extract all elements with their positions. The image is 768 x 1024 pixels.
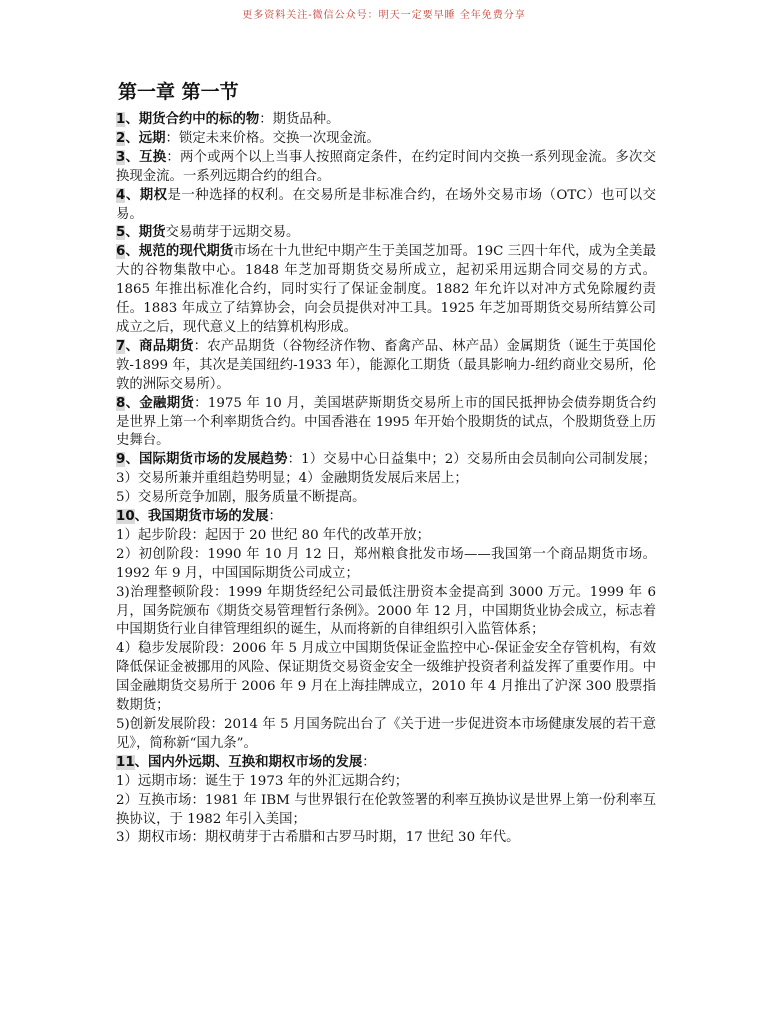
paragraph: [116, 489, 656, 508]
item-text: ：: [362, 754, 376, 770]
paragraph: [116, 111, 656, 130]
item-term: 、期货: [125, 225, 166, 241]
item-text: ：农产品期货（谷物经济作物、畜禽产品、林产品）金属期货（诞生于英国伦敦-1899 年，其次是美国纽约-1933 年），能源化工期货（最具影响力-纽约商业交易所，伦敦的洲际交易所）。: [116, 338, 657, 392]
body-text: [116, 111, 656, 848]
item-term: 、国内外远期、互换和期权市场的发展: [134, 754, 363, 770]
item-text: 市场在十九世纪中期产生于美国芝加哥。19C 三四十年代，成为全美最大的谷物集散中心。1848 年芝加哥期货交易所成立，起初采用远期合同交易的方式。1865 年推出标准化合约，同时实行了保证金制度。1882 年允许以对冲方式免除履约责任。1883 年成立了结算协会，向会员提供对冲工具。1925 年芝加哥期货交易所结算公司成立之后，现代意义上的结算机构形成。: [116, 244, 656, 335]
item-text: 交易萌芽于远期交易。: [165, 225, 300, 241]
item-number: 1: [116, 112, 126, 127]
item-text: 1）起步阶段：起因于 20 世纪 80 年代的改革开放；: [116, 527, 431, 543]
paragraph: [116, 338, 656, 395]
paragraph: [116, 640, 656, 716]
paragraph: [116, 395, 656, 452]
item-term: 、互换: [125, 149, 167, 165]
item-number: 7: [116, 338, 126, 354]
item-text: 1）远期市场：诞生于 1973 年的外汇远期合约；: [116, 773, 409, 789]
paragraph: [116, 451, 656, 489]
item-text: ：期货品种。: [259, 112, 340, 127]
paragraph: [116, 224, 656, 243]
item-term: 、期权: [125, 187, 168, 203]
item-text: ：锁定未来价格。交换一次现金流。: [165, 130, 380, 146]
item-number: 6: [116, 244, 126, 260]
item-number: 2: [116, 130, 126, 146]
item-term: 、商品期货: [125, 338, 194, 354]
item-text: ：1）交易中心日益集中；2）交易所由会员制向公司制发展；3）交易所兼并重组趋势明显；4）金融期货发展后来居上；: [116, 452, 656, 487]
item-term: 、期货合约中的标的物: [125, 112, 260, 127]
item-text: 是一种选择的权利。在交易所是非标准合约，在场外交易市场（OTC）也可以交易。: [116, 187, 657, 222]
item-number: 5: [116, 225, 126, 241]
paragraph: [116, 187, 656, 225]
paragraph: [116, 716, 656, 754]
header-banner: 更多资料关注-微信公众号：明天一定要早睡 全年免费分享: [242, 10, 526, 21]
item-term: 、规范的现代期货: [125, 244, 234, 260]
item-term: 、金融期货: [125, 395, 195, 411]
paragraph: [116, 773, 656, 792]
paragraph: [116, 754, 656, 773]
item-text: 5)创新发展阶段：2014 年 5 月国务院出台了《关于进一步促进资本市场健康发展的若干意见》，简称新“国九条”。: [116, 717, 656, 751]
item-text: 4）稳步发展阶段：2006 年 5 月成立中国期货保证金监控中心-保证金安全存管机构，有效降低保证金被挪用的风险、保证期货交易资金安全一级维护投资者利益发挥了重要作用。中国金融期货交易所于 2006 年 9 月在上海挂牌成立，2010 年 4 月推出了沪深 300 股票指数期货；: [116, 641, 656, 714]
paragraph: [116, 508, 656, 527]
item-number: 4: [116, 187, 126, 203]
chapter-title: 第一章 第一节: [118, 81, 239, 103]
paragraph: [116, 243, 656, 338]
item-text: 2）互换市场：1981 年 IBM 与世界银行在伦敦签署的利率互换协议是世界上第一份利率互换协议，于 1982 年引入美国；: [116, 792, 656, 827]
paragraph: [116, 792, 656, 830]
item-number: 3: [116, 149, 126, 165]
item-term: 、我国期货市场的发展: [134, 509, 269, 525]
paragraph: [116, 527, 656, 546]
item-text: ：1975 年 10 月，美国堪萨斯期货交易所上市的国民抵押协会债券期货合约是世界上第一个利率期货合约。中国香港在 1995 年开始个股期货的试点，个股期货登上历史舞台。: [116, 395, 657, 449]
paragraph: [116, 829, 656, 848]
item-text: 2）初创阶段：1990 年 10 月 12 日，郑州粮食批发市场——我国第一个商品期货市场。1992 年 9 月，中国国际期货公司成立；: [116, 546, 656, 581]
item-number: 9: [116, 452, 126, 468]
item-text: ：两个或两个以上当事人按照商定条件，在约定时间内交换一系列现金流。多次交换现金流。一系列远期合约的组合。: [116, 149, 657, 184]
paragraph: [116, 584, 656, 641]
item-text: 3）期权市场：期权萌芽于古希腊和古罗马时期，17 世纪 30 年代。: [116, 830, 520, 846]
paragraph: [116, 149, 656, 187]
item-term: 、远期: [125, 130, 166, 146]
item-number: 10: [116, 509, 135, 525]
item-text: ：: [268, 509, 282, 525]
item-text: 5）交易所竞争加剧，服务质量不断提高。: [116, 490, 366, 506]
item-text: 3)治理整顿阶段：1999 年期货经纪公司最低注册资本金提高到 3000 万元。1999 年 6 月，国务院颁布《期货交易管理暂行条例》。2000 年 12 月，中国期货业协会成立，标志着中国期货行业自律管理组织的诞生，从而将新的自律组织引入监管体系；: [116, 584, 656, 638]
item-number: 8: [116, 395, 126, 411]
paragraph: [116, 546, 656, 584]
item-term: 、国际期货市场的发展趋势: [125, 452, 288, 468]
item-number: 11: [116, 754, 135, 770]
paragraph: [116, 130, 656, 149]
